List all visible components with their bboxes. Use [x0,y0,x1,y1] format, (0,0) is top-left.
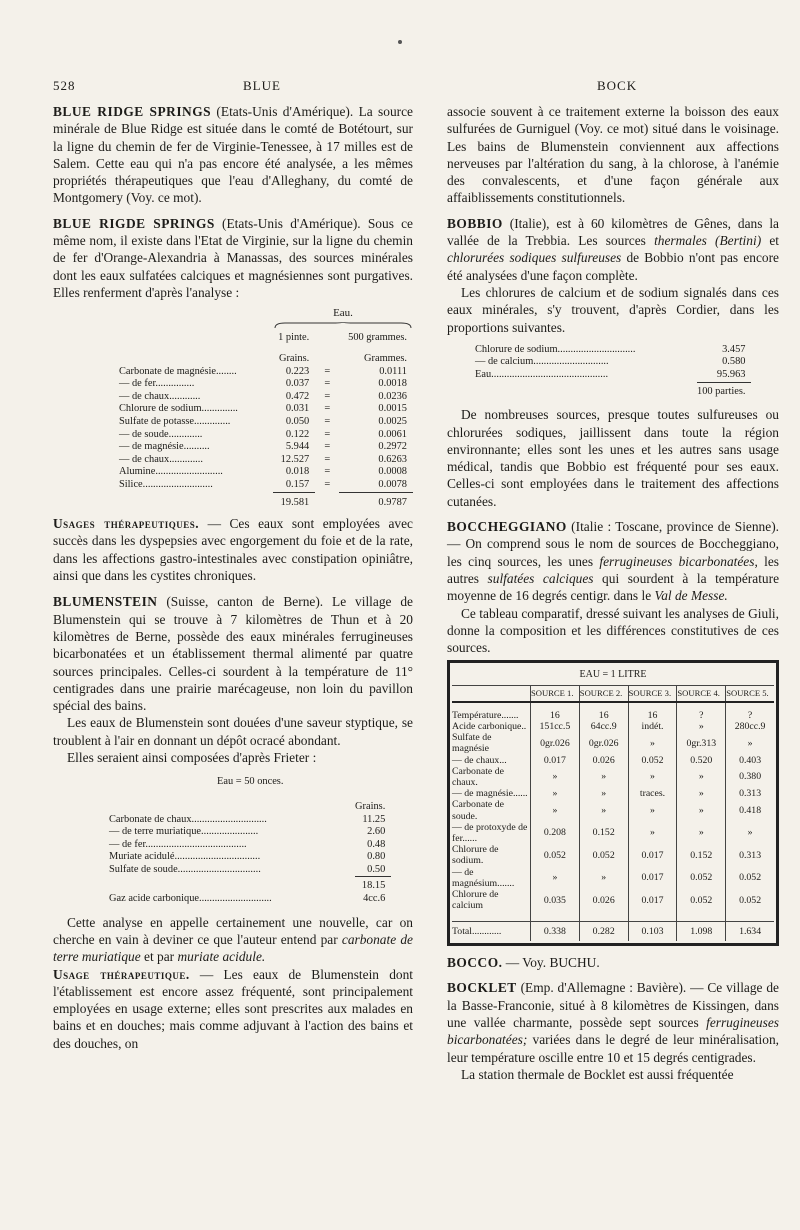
analysis-comment: Cette analyse en appelle certainement une nouvelle, car on cherche en vain à deviner ce que l'auteur entend par carbonate de terre muriatique et par muriate acidule. [53,914,413,965]
table-row: — de terre muriatique...................... 2.60 [109,826,386,838]
table-row: Gaz acide carbonique............................ 4cc.6 [109,893,386,905]
entry-text: (Etats-Unis d'Amérique). Sous ce même nom, il existe dans l'Etat de Virginie, sur la ligne du chemin de fer d'Orange-Alexandria à Manassas, des sources minérales dont les eaux sulfatées calciques et magnésiennes sont purgatives. Elles renferment d'après l'analyse : [53,215,413,300]
page-number: 528 [53,78,76,93]
table-row: Sulfate de potasse.............. 0.050 = 0.0025 [119,416,407,428]
table-total-row: 19.581 0.9787 [119,492,413,509]
entry-bocklet: BOCKLET (Emp. d'Allemagne : Bavière). — Ce village de la Basse-Franconie, situé à 8 kilomètres de Kissingen, dans une vallée charmante, possède sept sources ferrugineuses bicarbonatées; variées dans le degré de leur minéralisation, leur température oscille entre 10 et 15 degrés centigrades. [447,980,779,1065]
table-total-row: Total............ 0.338 0.282 0.103 1.098 1.634 [452,921,774,941]
entry-boccheggiano: BOCCHEGGIANO (Italie : Toscane, province de Sienne). — On comprend sous le nom de sources de Boccheggiano, les cinq sources, les unes ferrugineuses bicarbonatées, les autres sulfatées calciques qui sourdent à la température moyenne de 16 degrés centigr. dans le Val de Messe. [447,519,780,604]
table-row: Eau............................................. 95.963 [475,369,746,381]
entry-blumenstein [53,593,413,714]
print-speck [398,40,402,44]
table-row: — de chaux... 0.017 0.026 0.052 0.520 0.403 [452,755,774,766]
usage-text: — Les eaux de Blumenstein dont l'établissement est encore assez fréquenté, sont principalement employées en usage externe; elles sont prescrites aux malades en bains et en douches; mais comme adjuvant à l'action des bains et des douches, on [53,966,413,1051]
entry-title: BLUE RIDGE SPRINGS [53,104,212,119]
entry-text: (Suisse, canton de Berne). Le village de Blumenstein qui se trouve à 7 kilomètres de Thun et à 20 kilomètres de Berne, possède des eaux minérales ferrugineuses bicarbonatées et un établissement thermal alimenté par quatre sources principales. Celles-ci sourdent à la température de 11° centigrades dans une prairie marécageuse, non loin du pavillon spécial des bains. [53,594,413,714]
bobbio-table [475,344,779,398]
col-header: SOURCE 3. [628,685,677,702]
sources-comparison-table [447,660,779,946]
table-row: — de magnésie...... » » traces. » 0.313 [452,788,774,799]
table-row: Chlorure de calcium 0.035 0.026 0.017 0.052 0.052 [452,889,774,911]
entry-blue-ridge-springs [53,103,413,207]
comparison-table [452,665,774,941]
table-row: — de fer....................................... 0.48 [109,838,386,850]
usages-heading: Usages thérapeutiques. [53,516,200,532]
table-row: Alumine.......................... 0.018 = 0.0008 [119,466,407,478]
entry-title: BOCKLET [447,980,517,996]
entry-bocco: BOCCO. — Voy. BUCHU. [447,955,600,971]
table-row: — de chaux............. 12.527 = 0.6263 [119,453,407,465]
table-row: Muriate acidulé................................. 0.80 [109,851,386,863]
paragraph: La station thermale de Bocklet est aussi fréquentée [461,1066,734,1082]
col-header: 1 pinte. [278,332,310,344]
paragraph: Ce tableau comparatif, dressé suivant les analyses de Giuli, donne la composition et les différences constitutives de ces sources. [447,605,779,656]
table-caption: Eau = 50 onces. [217,776,284,788]
unit-label: Grains. [355,800,386,812]
table-row: Température....... 16 16 16 ? ? [452,710,774,721]
entry-title: BOBBIO [447,215,503,231]
entry-text: (Etats-Unis d'Amérique). La source minérale de Blue Ridge est située dans le comté de Botétourt, sur la ligne du chemin de fer de Virginie-Tenessee, à 17 milles est de Salem. Cette eau qui n'a pas encore été analysée, a les mêmes propriétés thérapeutiques que l'eau d'Alleghany, du comté de Montgomery (Voy. ce mot). [53,104,413,206]
group-label: Eau. [333,307,353,320]
table-row: Acide carbonique.. 151cc.5 64cc.9 indét. » 280cc.9 [452,721,774,732]
usages-paragraph [53,515,413,584]
unit-label: Grammes. [364,353,407,365]
left-column [53,103,413,1052]
entry-title: BLUMENSTEIN [53,594,158,610]
col-header: 500 grammes. [348,332,407,344]
paragraph: associe souvent à ce traitement externe la boisson des eaux sulfurées de Gurniguel (Voy. ce mot) situé dans le voisinage. Les bains de Blumenstein conviennent aux affections nerveuses par l'altération du sang, à la chlorose, à l'anémie des convalescents, et d'une façon générale aux affaiblissements constitutionnels. [447,104,779,206]
table-row: — de calcium............................. 0.580 [475,356,746,368]
table-row: — de chaux............ 0.472 = 0.0236 [119,390,407,402]
analysis-table-blue-ridge [119,307,413,509]
table-row: Chlorure de sodium.............................. 3.457 [475,343,746,355]
table-row: — de magnésie.......... 5.944 = 0.2972 [119,441,407,453]
brace-icon [273,322,413,328]
entry-title: BOCCO. [447,955,503,971]
col-header: SOURCE 2. [579,685,628,702]
col-header: SOURCE 4. [677,685,726,702]
table-row: Silice........................... 0.157 = 0.0078 [119,478,407,491]
paragraph: Les eaux de Blumenstein sont douées d'une saveur styptique, se troublent à l'air en donnant un dépôt ocracé abondant. [53,715,413,748]
col-header: SOURCE 5. [726,685,774,702]
paragraph: De nombreuses sources, presque toutes sulfureuses ou chlorurées sodiques, jaillissent dans toute la région environnante; elles sont les unes et les autres sans usage médical, tandis que Bobbio est fréquenté pour ses eaux. Celles-ci sont employées dans le traitement des affections cutanées. [447,407,779,509]
table-total-row: 100 parties. [475,382,751,398]
table-row: Sulfate de soude................................ 0.50 [109,863,386,876]
usages-text: — Ces eaux sont employées avec succès dans les dyspepsies avec engorgement du foie et de la rate, dans les affections gastro-intestinales avec constipation opiniâtre, ainsi que dans les cystites chroniques. [53,516,413,584]
analysis-table [119,307,413,509]
table-title: EAU = 1 LITRE [452,665,774,685]
paragraph: Les chlorures de calcium et de sodium signalés dans ces eaux minérales, s'y trouvent, d'après Cordier, dans les proportions suivantes. [447,284,779,335]
table-row: Carbonate de soude. » » » » 0.418 [452,799,774,821]
composition-table [475,344,751,398]
entry-bobbio: BOBBIO (Italie), est à 60 kilomètres de Gênes, dans la vallée de la Trebbia. Les sources thermales (Bertini) et chlorurées sodiques sulfureuses de Bobbio n'ont pas encore été analysées d'une façon complète. [447,215,779,283]
entry-blue-rigde-springs [53,215,413,301]
table-row: Sulfate de magnésie 0gr.026 0gr.026 » 0gr.313 » [452,732,774,754]
analysis-table-blumenstein [109,776,413,905]
table-total-row: 18.15 [109,877,391,893]
right-column [447,103,779,1083]
table-row: Carbonate de chaux............................. 11.25 [109,813,386,825]
table-row: — de magnésium....... » » 0.017 0.052 0.052 [452,867,774,889]
analysis-table [109,801,391,906]
table-row: Chlorure de sodium.............. 0.031 = 0.0015 [119,403,407,415]
right-running-head: BOCK [597,78,638,93]
unit-label: Grains. [278,353,310,365]
table-row: — de soude............. 0.122 = 0.0061 [119,428,407,440]
table-row: — de fer............... 0.037 = 0.0018 [119,378,407,390]
col-header: SOURCE 1. [531,685,580,702]
left-running-head: BLUE [243,78,281,93]
entry-title: BLUE RIGDE SPRINGS [53,215,215,231]
entry-title: BOCCHEGGIANO [447,519,567,535]
usage-heading: Usage thérapeutique. [53,966,190,982]
table-row: — de protoxyde de fer...... 0.208 0.152 » » » [452,822,774,844]
usage-paragraph [53,966,413,1052]
table-row: Carbonate de magnésie........ 0.223 = 0.0111 [119,365,407,377]
table-row: Carbonate de chaux. » » » » 0.380 [452,766,774,788]
table-row: Chlorure de sodium. 0.052 0.052 0.017 0.152 0.313 [452,844,774,866]
paragraph: Elles seraient ainsi composées d'après Frieter : [67,750,317,766]
